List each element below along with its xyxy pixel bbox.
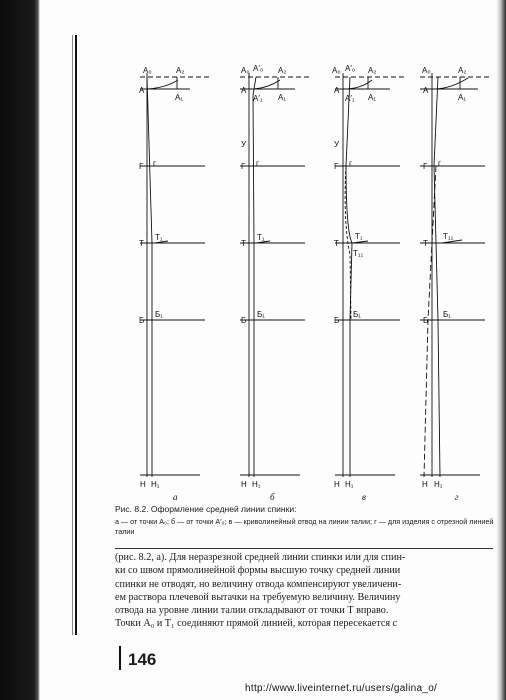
label-g: Г [241,162,246,171]
label-g-small: г [153,159,156,168]
panel-g-drawing [420,73,490,477]
caption-divider [115,548,493,549]
body-paragraph [115,551,496,631]
label-n: Н [241,480,247,489]
label-t: Т [334,239,339,248]
label-b: Б [139,316,145,325]
label-n1: Н₁ [151,480,160,489]
label-n: Н [422,480,428,489]
panel-a-labels [139,66,184,502]
label-u: У [334,140,340,149]
label-a1-prime: A′₁ [253,94,263,103]
panel-b-labels [241,64,286,502]
label-t1: Т₁ [257,233,265,242]
label-a0: A₀ [422,66,431,75]
label-b1: Б₁ [257,310,265,319]
panel-v-drawing [335,73,405,477]
label-t: Т [423,239,428,248]
label-n: Н [334,480,340,489]
label-a1-prime: A′₁ [345,94,355,103]
panel-v-labels [332,64,376,502]
label-t11: Т₁₁ [353,249,364,258]
body-line: (рис. 8.2, а). Для неразрезной средней линии спинки или для спин- [115,552,406,563]
body-line: ем раствора плечевой вытачки на требуемую величину. Величину [115,591,401,603]
label-a2: A₂ [278,66,287,75]
label-a0: A₀ [241,66,250,75]
label-a1: A₁ [175,93,184,102]
label-t1: Т₁ [155,233,163,242]
label-a0-prime: A′₀ [345,64,356,73]
label-t: Т [139,239,144,248]
label-a: A [139,86,145,95]
label-b1: Б₁ [353,310,361,319]
label-b: Б [423,316,429,325]
label-g-small: г [438,159,441,168]
label-a: A [423,86,429,95]
label-g: Г [423,162,428,171]
label-n1: Н₁ [345,480,354,489]
label-a2: A₂ [458,66,467,75]
label-a: A [241,86,247,95]
label-g-small: г [256,159,259,168]
label-u: У [241,140,247,149]
label-a1: A₁ [278,93,287,102]
label-n1: Н₁ [434,480,443,489]
label-a2: A₂ [368,66,377,75]
page-number-bar [119,646,121,670]
label-g: Г [139,162,144,171]
caption-text: а — от точки A₀; б — от точки A′₀; в — криволинейный отвод на линии талии; г — для изделия с отрезной линией талии [115,517,494,536]
label-a1: A₁ [368,93,377,102]
panel-letter-v: в [362,492,366,502]
panel-letter-b: б [270,492,275,502]
label-t: Т [241,239,246,248]
label-n: Н [140,480,146,489]
panel-letter-a: а [173,492,178,502]
body-line: Точки A₀ и Т₁ соединяют прямой линией, которая пересекается с [115,618,398,630]
label-b: Б [334,316,340,325]
label-t11: Т₁₁ [443,232,454,241]
label-b1: Б₁ [443,310,451,319]
label-b: Б [241,316,247,325]
label-a0: A₀ [143,66,152,75]
label-b1: Б₁ [155,310,163,319]
footer-url: http://www.liveinternet.ru/users/galina_o/ [245,683,438,694]
caption-title: Рис. 8.2. Оформление средней линии спинки: [115,504,297,514]
label-a0-prime: A′₀ [253,64,264,73]
body-line: ки со швом прямолинейной формы высшую точку средней линии [115,565,401,577]
panel-a-drawing [140,73,210,477]
body-line: спинки не отводят, но величину отвода компенсируют увеличени- [115,578,402,590]
figure-caption [115,504,495,537]
label-t1: Т₁ [355,232,363,241]
body-line: отвода на уровне линии талии откладывают от точки Т вправо. [115,605,389,617]
label-g: Г [334,162,339,171]
panel-b-drawing [240,73,310,477]
panel-letter-g: г [455,492,459,502]
label-a2: A₂ [176,66,185,75]
label-a1: A₁ [458,93,467,102]
label-a0: A₀ [332,66,341,75]
label-g-small: г [349,159,352,168]
label-a: A [334,86,340,95]
panel-g-labels [422,66,466,502]
page-number: 146 [128,650,157,669]
label-n1: Н₁ [252,480,261,489]
